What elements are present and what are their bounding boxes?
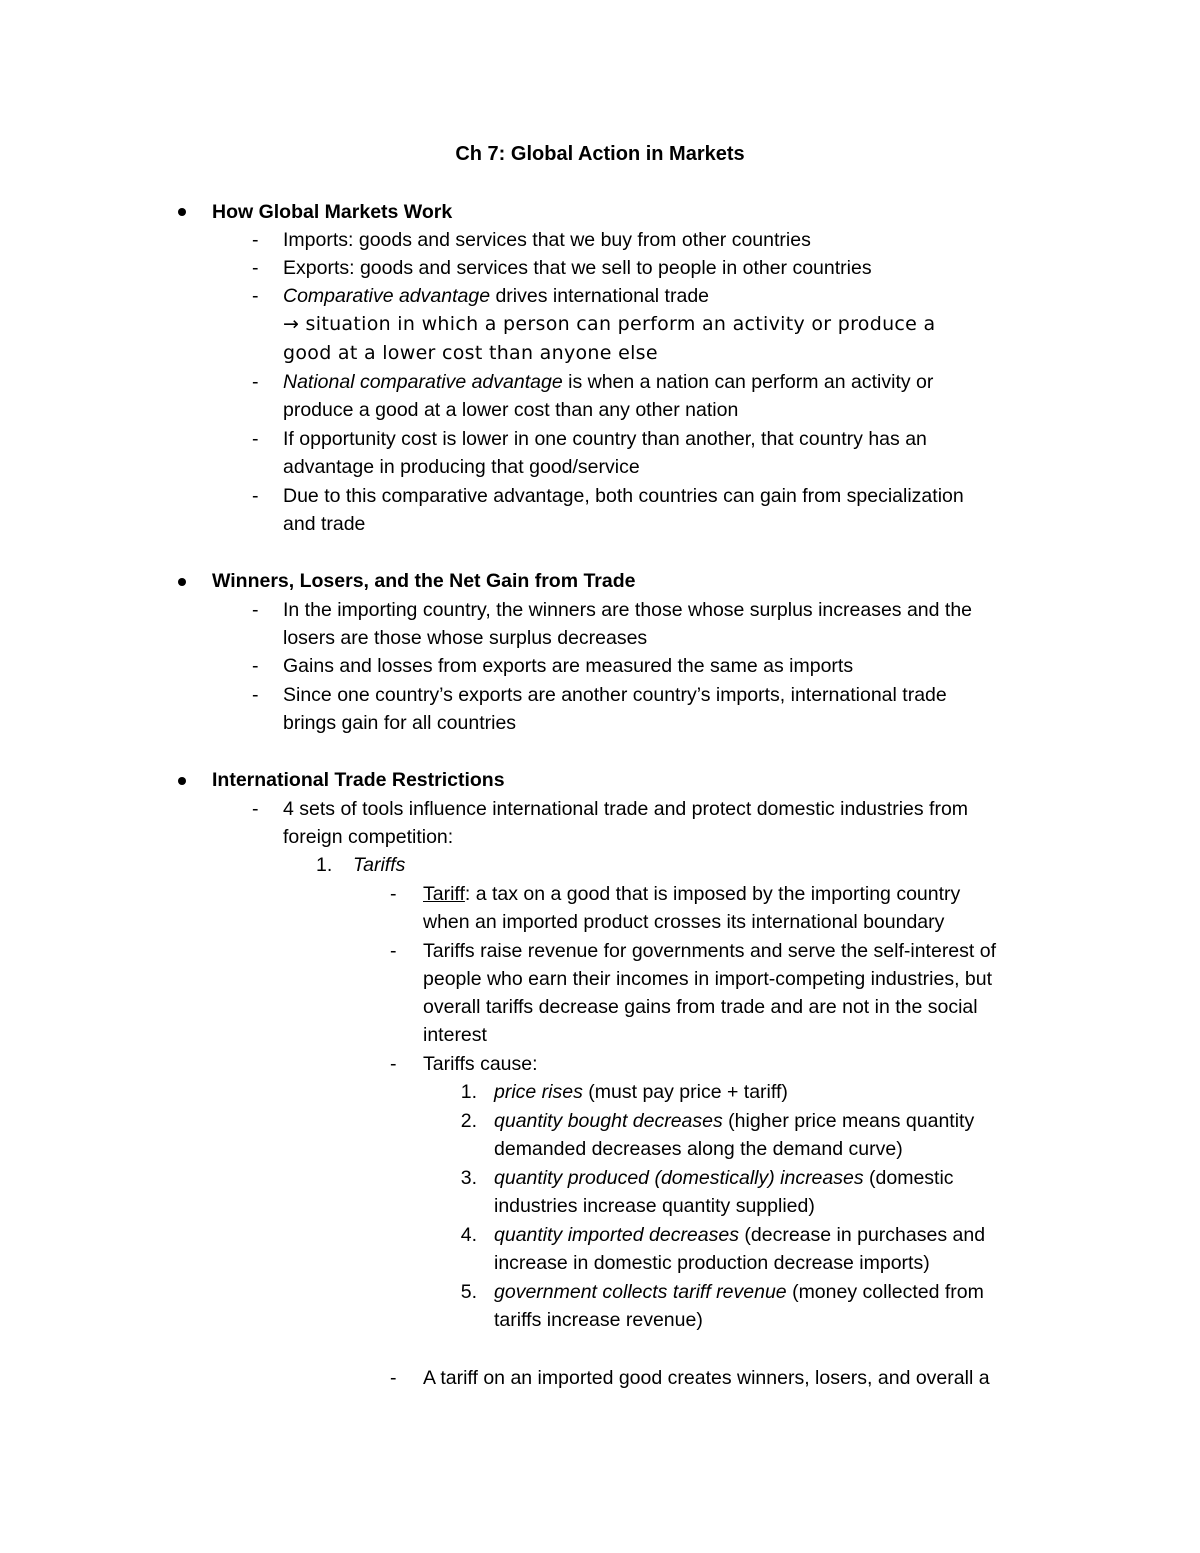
list-item: Imports: goods and services that we buy from other countries — [283, 229, 811, 251]
dash-marker: - — [390, 1367, 397, 1389]
numbered-item-continuation: demanded decreases along the demand curve) — [494, 1138, 903, 1160]
section-heading: International Trade Restrictions — [212, 769, 505, 791]
numbered-item-continuation: tariffs increase revenue) — [494, 1309, 703, 1331]
list-item-continuation: advantage in producing that good/service — [283, 456, 640, 478]
numbered-marker: 1. — [316, 854, 333, 876]
list-item: A tariff on an imported good creates winners, losers, and overall a — [423, 1367, 990, 1389]
section-heading: Winners, Losers, and the Net Gain from Trade — [212, 570, 636, 592]
dash-marker: - — [252, 655, 259, 677]
dash-marker: - — [252, 485, 259, 507]
numbered-marker: 3. — [460, 1167, 477, 1189]
list-item: Comparative advantage drives international trade — [283, 285, 710, 307]
numbered-item-continuation: industries increase quantity supplied) — [494, 1195, 815, 1217]
list-item-continuation: people who earn their incomes in import-competing industries, but — [423, 968, 993, 990]
numbered-item-continuation: increase in domestic production decrease imports) — [494, 1252, 930, 1274]
list-item: If opportunity cost is lower in one country than another, that country has an — [283, 428, 927, 450]
bullet-icon — [178, 777, 186, 785]
list-item: Gains and losses from exports are measured the same as imports — [283, 655, 854, 677]
dash-marker: - — [252, 285, 259, 307]
dash-marker: - — [252, 371, 259, 393]
numbered-item: Tariffs — [353, 854, 406, 876]
dash-marker: - — [252, 599, 259, 621]
dash-marker: - — [252, 428, 259, 450]
list-item: Exports: goods and services that we sell to people in other countries — [283, 257, 872, 279]
list-item-continuation: foreign competition: — [283, 826, 454, 848]
numbered-marker: 2. — [460, 1110, 477, 1132]
numbered-marker: 1. — [460, 1081, 477, 1103]
dash-marker: - — [390, 940, 397, 962]
dash-marker: - — [252, 257, 259, 279]
list-item-continuation: produce a good at a lower cost than any other nation — [283, 399, 739, 421]
list-item-continuation: interest — [423, 1024, 487, 1046]
dash-marker: - — [252, 229, 259, 251]
dash-marker: - — [252, 798, 259, 820]
numbered-item: quantity produced (domestically) increases (domestic — [494, 1167, 954, 1189]
list-item-continuation: and trade — [283, 513, 366, 535]
list-item: In the importing country, the winners are those whose surplus increases and the — [283, 599, 973, 621]
list-item-continuation: when an imported product crosses its international boundary — [423, 911, 945, 933]
list-item: Tariffs raise revenue for governments and serve the self-interest of — [423, 940, 997, 962]
list-item-continuation: losers are those whose surplus decreases — [283, 627, 648, 649]
numbered-item: price rises (must pay price + tariff) — [494, 1081, 788, 1103]
list-item: 4 sets of tools influence international trade and protect domestic industries from — [283, 798, 969, 820]
list-item-continuation: overall tariffs decrease gains from trade and are not in the social — [423, 996, 978, 1018]
list-item: Due to this comparative advantage, both countries can gain from specialization — [283, 485, 964, 507]
numbered-item: quantity imported decreases (decrease in purchases and — [494, 1224, 986, 1246]
numbered-marker: 4. — [460, 1224, 477, 1246]
dash-marker: - — [252, 684, 259, 706]
bullet-icon — [178, 208, 186, 216]
dash-marker: - — [390, 1053, 397, 1075]
numbered-item: government collects tariff revenue (money collected from — [494, 1281, 984, 1303]
section-heading: How Global Markets Work — [212, 201, 453, 223]
list-item-continuation: → situation in which a person can perform an activity or produce a — [283, 313, 936, 335]
page-title: Ch 7: Global Action in Markets — [455, 143, 745, 165]
numbered-item: quantity bought decreases (higher price means quantity — [494, 1110, 975, 1132]
list-item: Tariff: a tax on a good that is imposed by the importing country — [423, 883, 961, 905]
dash-marker: - — [390, 883, 397, 905]
bullet-icon — [178, 578, 186, 586]
list-item: Since one country’s exports are another country’s imports, international trade — [283, 684, 947, 706]
list-item-continuation: good at a lower cost than anyone else — [283, 342, 658, 364]
list-item: Tariffs cause: — [423, 1053, 538, 1075]
list-item: National comparative advantage is when a nation can perform an activity or — [283, 371, 934, 393]
list-item-continuation: brings gain for all countries — [283, 712, 517, 734]
numbered-marker: 5. — [460, 1281, 477, 1303]
